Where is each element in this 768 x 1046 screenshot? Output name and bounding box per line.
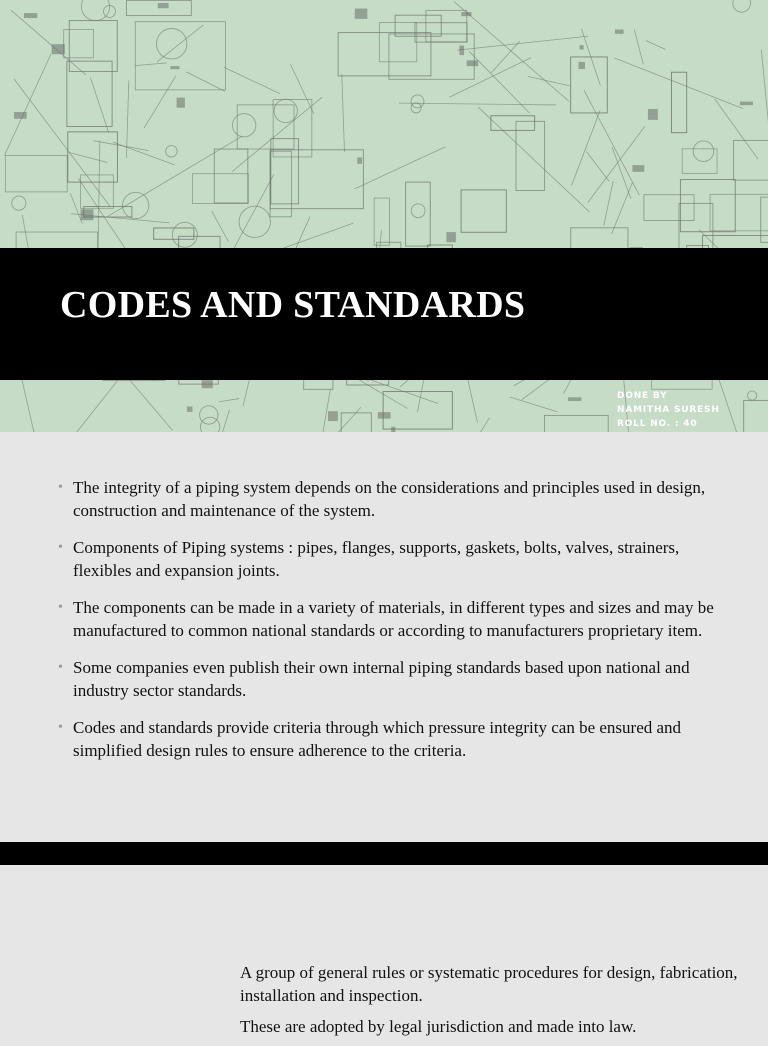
bullet-item: • Components of Piping systems : pipes, flanges, supports, gaskets, bolts, valves, strainers, flexibles and expansion joints. [58,536,718,582]
bullet-list [58,476,718,776]
bullet-item: • Some companies even publish their own internal piping standards based upon national and industry sector standards. [58,656,718,702]
credits-roll-no: ROLL NO. : 40 [617,417,720,431]
slide2-paragraph: A group of general rules or systematic procedures for design, fabrication, installation and inspection. [240,961,740,1007]
bullet-item: • The integrity of a piping system depends on the considerations and principles used in design, construction and maintenance of the system. [58,476,718,522]
credits-author: NAMITHA SURESH [617,403,720,417]
bullet-item: • Codes and standards provide criteria through which pressure integrity can be ensured and simplified design rules to ensure adherence to the criteria. [58,716,718,762]
credits-done-by: DONE BY [617,389,720,403]
slide-divider [0,842,768,865]
bullet-item: • The components can be made in a variety of materials, in different types and sizes and may be manufactured to common national standards or according to manufacturers proprietary item. [58,596,718,642]
slide2-paragraph: These are adopted by legal jurisdiction and made into law. [240,1015,740,1038]
page-title: CODES AND STANDARDS [60,283,525,327]
slide2-body [240,961,740,1046]
credits [617,389,720,431]
